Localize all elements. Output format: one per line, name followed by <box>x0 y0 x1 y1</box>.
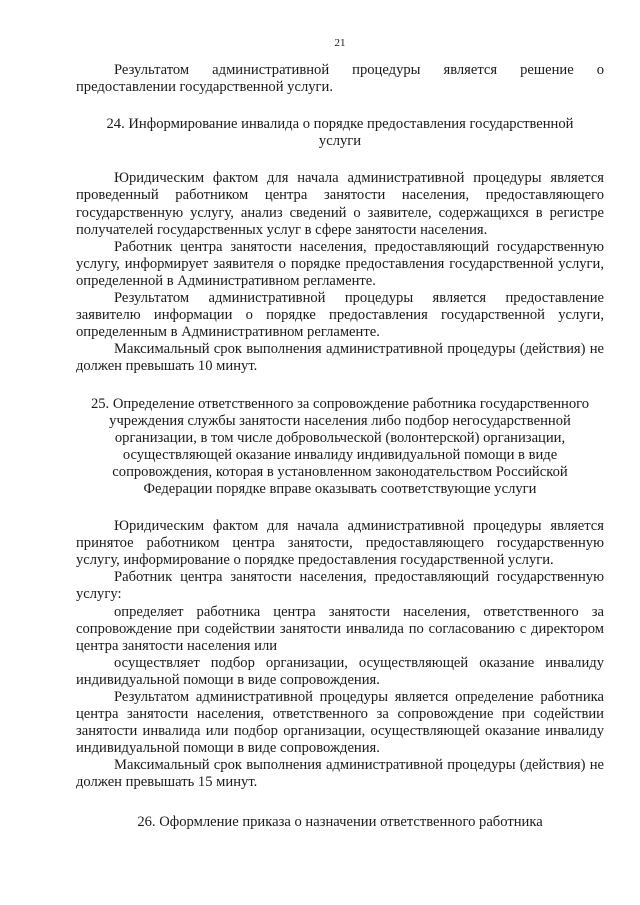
document-body <box>76 62 604 831</box>
section-heading-24: 24. Информирование инвалида о порядке предоставления государственной услуги <box>106 116 574 150</box>
paragraph-selects-organization: осуществляет подбор организации, осуществляющей оказание инвалиду индивидуальной помощи в виде сопровождения. <box>76 654 604 688</box>
page-number: 21 <box>334 37 346 49</box>
paragraph-result-25: Результатом административной процедуры является определение работника центра занятости населения, ответственного за сопровождение при содействии занятости инвалида или подбор организации, осуществляющей оказание инвалиду индивидуальной помощи в виде сопровождения. <box>76 689 604 757</box>
section-heading-25: 25. Определение ответственного за сопровождение работника государственного учреждения службы занятости населения либо подбор негосударственной организации, в том числе добровольческой (волонтерской) организации, осуществляющей оказание инвалиду индивидуальной помощи в виде сопровождения, которая в установленном законодательством Российской Федерации порядке вправе оказывать соответствующие услуги <box>90 395 590 497</box>
spacer <box>76 792 604 814</box>
paragraph-worker-informs: Работник центра занятости населения, предоставляющий государственную услугу, информирует заявителя о порядке предоставления государственной услуги, определенной в Административном регламенте. <box>76 238 604 289</box>
paragraph-result-decision: Результатом административной процедуры является решение о предоставлении государственной услуги. <box>76 62 604 96</box>
paragraph-legal-fact-25: Юридическим фактом для начала административной процедуры является принятое работником центра занятости, предоставляющего государственную услугу, информирование о порядке предоставления государственной услуги. <box>76 518 604 569</box>
spacer <box>76 150 604 170</box>
paragraph-max-time-25: Максимальный срок выполнения административной процедуры (действия) не должен превышать 15 минут. <box>76 757 604 791</box>
paragraph-determines-worker: определяет работника центра занятости населения, ответственного за сопровождение при содействии занятости инвалида по согласованию с директором центра занятости населения или <box>76 603 604 654</box>
spacer <box>76 498 604 518</box>
section-heading-26: 26. Оформление приказа о назначении ответственного работника <box>137 813 543 830</box>
paragraph-max-time-24: Максимальный срок выполнения административной процедуры (действия) не должен превышать 10 минут. <box>76 341 604 375</box>
spacer <box>76 96 604 116</box>
paragraph-legal-fact-24: Юридическим фактом для начала административной процедуры является проведенный работником центра занятости населения, предоставляющего государственную услугу, анализ сведений о заявителе, содержащихся в регистре получателей государственных услуг в сфере занятости населения. <box>76 170 604 238</box>
spacer <box>76 376 604 396</box>
paragraph-worker-intro: Работник центра занятости населения, предоставляющий государственную услугу: <box>76 569 604 603</box>
paragraph-result-24: Результатом административной процедуры является предоставление заявителю информации о порядке предоставления государственной услуги, определенным в Административном регламенте. <box>76 290 604 341</box>
